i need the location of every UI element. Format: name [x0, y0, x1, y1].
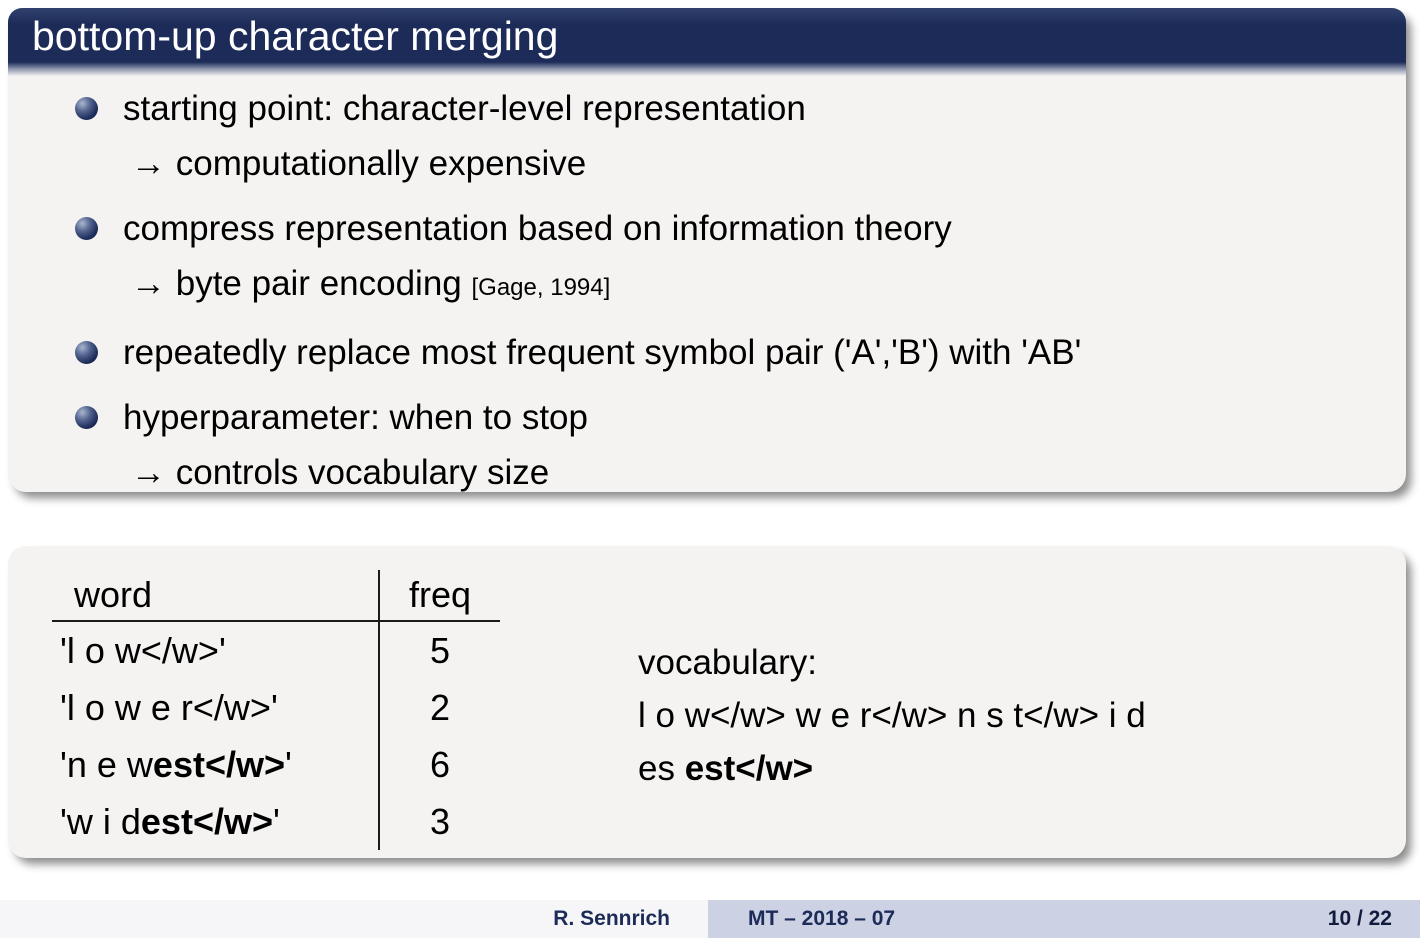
bullet-item-2 [72, 206, 1376, 311]
bullet-item-1 [72, 86, 1376, 187]
bullet-text: repeatedly replace most frequent symbol pair ('A','B') with 'AB' [123, 333, 1082, 372]
vocab-merged-pre: es [638, 749, 685, 788]
table-row-freq [378, 736, 500, 793]
bullet-sub-line [72, 141, 1376, 187]
bullet-sub-line [72, 450, 1376, 496]
bullet-sub-line [72, 261, 1376, 311]
freq-value: 5 [429, 629, 451, 671]
title-bar-fade [8, 62, 1406, 77]
word-text-post: ' [285, 743, 292, 785]
header-freq-label: freq [408, 574, 472, 615]
vocabulary-block [638, 636, 1146, 795]
bullet-sphere-icon [75, 406, 98, 429]
arrow-sub-text: → byte pair encoding [131, 264, 462, 303]
table-row-word [52, 736, 378, 793]
bullet-text: hyperparameter: when to stop [123, 398, 588, 437]
footer-author-segment [0, 900, 708, 938]
arrow-sub-text: → computationally expensive [131, 144, 587, 183]
word-text: 'l o w</w>' [60, 629, 226, 671]
footer-page-number: 10 / 22 [1327, 907, 1392, 930]
word-freq-table [52, 570, 500, 850]
citation-text: [Gage, 1994] [471, 274, 611, 301]
bullet-text: starting point: character-level representation [123, 89, 806, 128]
word-text: 'n e w [60, 743, 153, 785]
word-text-bold: est</w> [152, 743, 286, 785]
arrow-sub-text: → controls vocabulary size [131, 453, 550, 492]
freq-value: 3 [429, 800, 451, 842]
table-row-word [52, 622, 378, 679]
word-text: 'w i d [60, 800, 141, 842]
table-row-freq [378, 793, 500, 850]
word-text-bold: est</w> [140, 800, 273, 842]
frame-title-bar [8, 8, 1406, 62]
table-row-word [52, 793, 378, 850]
bullet-main-line [72, 206, 1376, 252]
bullet-main-line [72, 86, 1376, 132]
example-panel-inner [8, 546, 1406, 850]
table-row-freq [378, 679, 500, 736]
bullet-list [8, 77, 1406, 496]
bullet-text: compress representation based on information theory [123, 209, 952, 248]
word-text-post: ' [273, 800, 280, 842]
vocabulary-line-1: l o w</w> w e r</w> n s t</w> i d [638, 696, 1146, 735]
vocabulary-label: vocabulary: [638, 643, 817, 682]
bullet-item-3 [72, 330, 1376, 376]
freq-value: 2 [429, 686, 451, 728]
freq-value: 6 [429, 743, 451, 785]
table-header-word [52, 570, 378, 622]
table-row-freq [378, 622, 500, 679]
main-content-panel [8, 8, 1406, 492]
footer-bar [0, 900, 1420, 938]
bullet-sphere-icon [75, 341, 98, 364]
header-word-label: word [74, 574, 153, 615]
footer-course-segment [708, 900, 1420, 938]
table-header-freq [378, 570, 500, 622]
word-text: 'l o w e r</w>' [60, 686, 278, 728]
bullet-item-4 [72, 395, 1376, 496]
bullet-sphere-icon [75, 97, 98, 120]
example-panel [8, 546, 1406, 858]
table-row-word [52, 679, 378, 736]
footer-course-title: MT – 2018 – 07 [748, 907, 896, 930]
bullet-main-line [72, 330, 1376, 376]
vocabulary-line-2 [638, 742, 1146, 795]
bullet-sphere-icon [75, 217, 98, 240]
bullet-main-line [72, 395, 1376, 441]
slide-title: bottom-up character merging [32, 12, 559, 59]
footer-author: R. Sennrich [553, 907, 670, 930]
vocab-merged-bold: est</w> [684, 749, 814, 788]
